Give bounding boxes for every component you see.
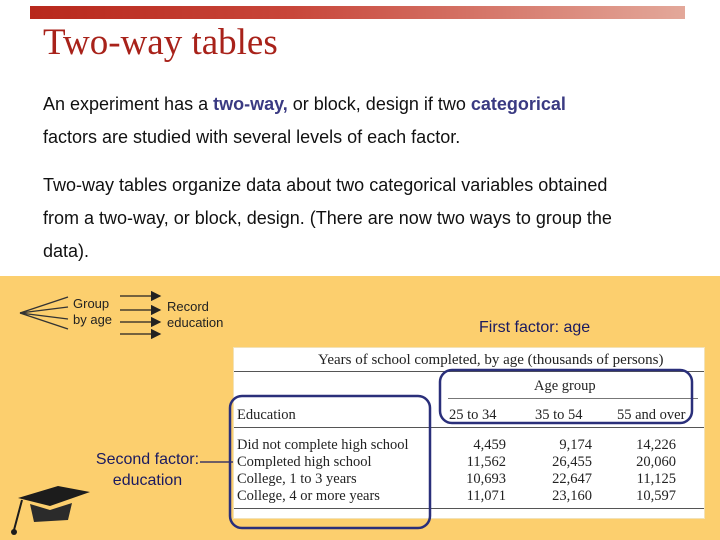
cell: 22,647 [552,471,592,487]
text-run: or block, design if two [287,94,471,114]
second-factor-line-2: education [112,472,183,489]
row-label: Completed high school [237,454,372,470]
graduation-cap-icon [11,486,90,535]
age-group-header: Age group [534,378,596,394]
cell: 9,174 [559,437,592,453]
arrow-icon [120,296,160,334]
education-header: Education [237,407,296,423]
cell: 23,160 [552,488,592,504]
cell: 4,459 [473,437,506,453]
second-factor-line-1: Second factor: [95,451,200,468]
education-highlight-oval [230,396,430,528]
paragraph-2-line-2: from a two-way, or block, design. (There are now two ways to group the [43,208,612,228]
table-title: Years of school completed, by age (thousands of persons) [318,352,664,368]
row-label: College, 1 to 3 years [237,471,357,487]
group-label-line-2: by age [73,312,113,327]
first-factor-label: First factor: age [479,319,591,336]
record-label-line-2: education [167,315,224,330]
slide-title: Two-way tables [43,22,278,63]
cell: 26,455 [552,454,592,470]
column-header: 35 to 54 [535,407,583,423]
cell: 11,071 [466,488,506,504]
column-header: 55 and over [617,407,686,423]
record-label-line-1: Record [167,299,209,314]
keyword-categorical: categorical [470,94,566,114]
cell: 11,562 [466,454,506,470]
text-run: An experiment has a [43,94,214,114]
age-highlight-oval [440,370,692,423]
row-label: Did not complete high school [237,437,409,453]
paragraph-2-line-1: Two-way tables organize data about two categorical variables obtained [43,175,608,195]
cell: 11,125 [636,471,676,487]
cell: 20,060 [636,454,676,470]
cell: 14,226 [636,437,676,453]
keyword-two-way: two-way, [213,94,288,114]
group-label-line-1: Group [73,296,110,311]
cell: 10,597 [636,488,676,504]
row-label: College, 4 or more years [237,488,380,504]
paragraph-2-line-3: data). [43,241,90,261]
cell: 10,693 [466,471,506,487]
column-header: 25 to 34 [449,407,497,423]
fan-arrow-icon [20,297,68,329]
paragraph-1-line-2: factors are studied with several levels of each factor. [43,127,461,147]
